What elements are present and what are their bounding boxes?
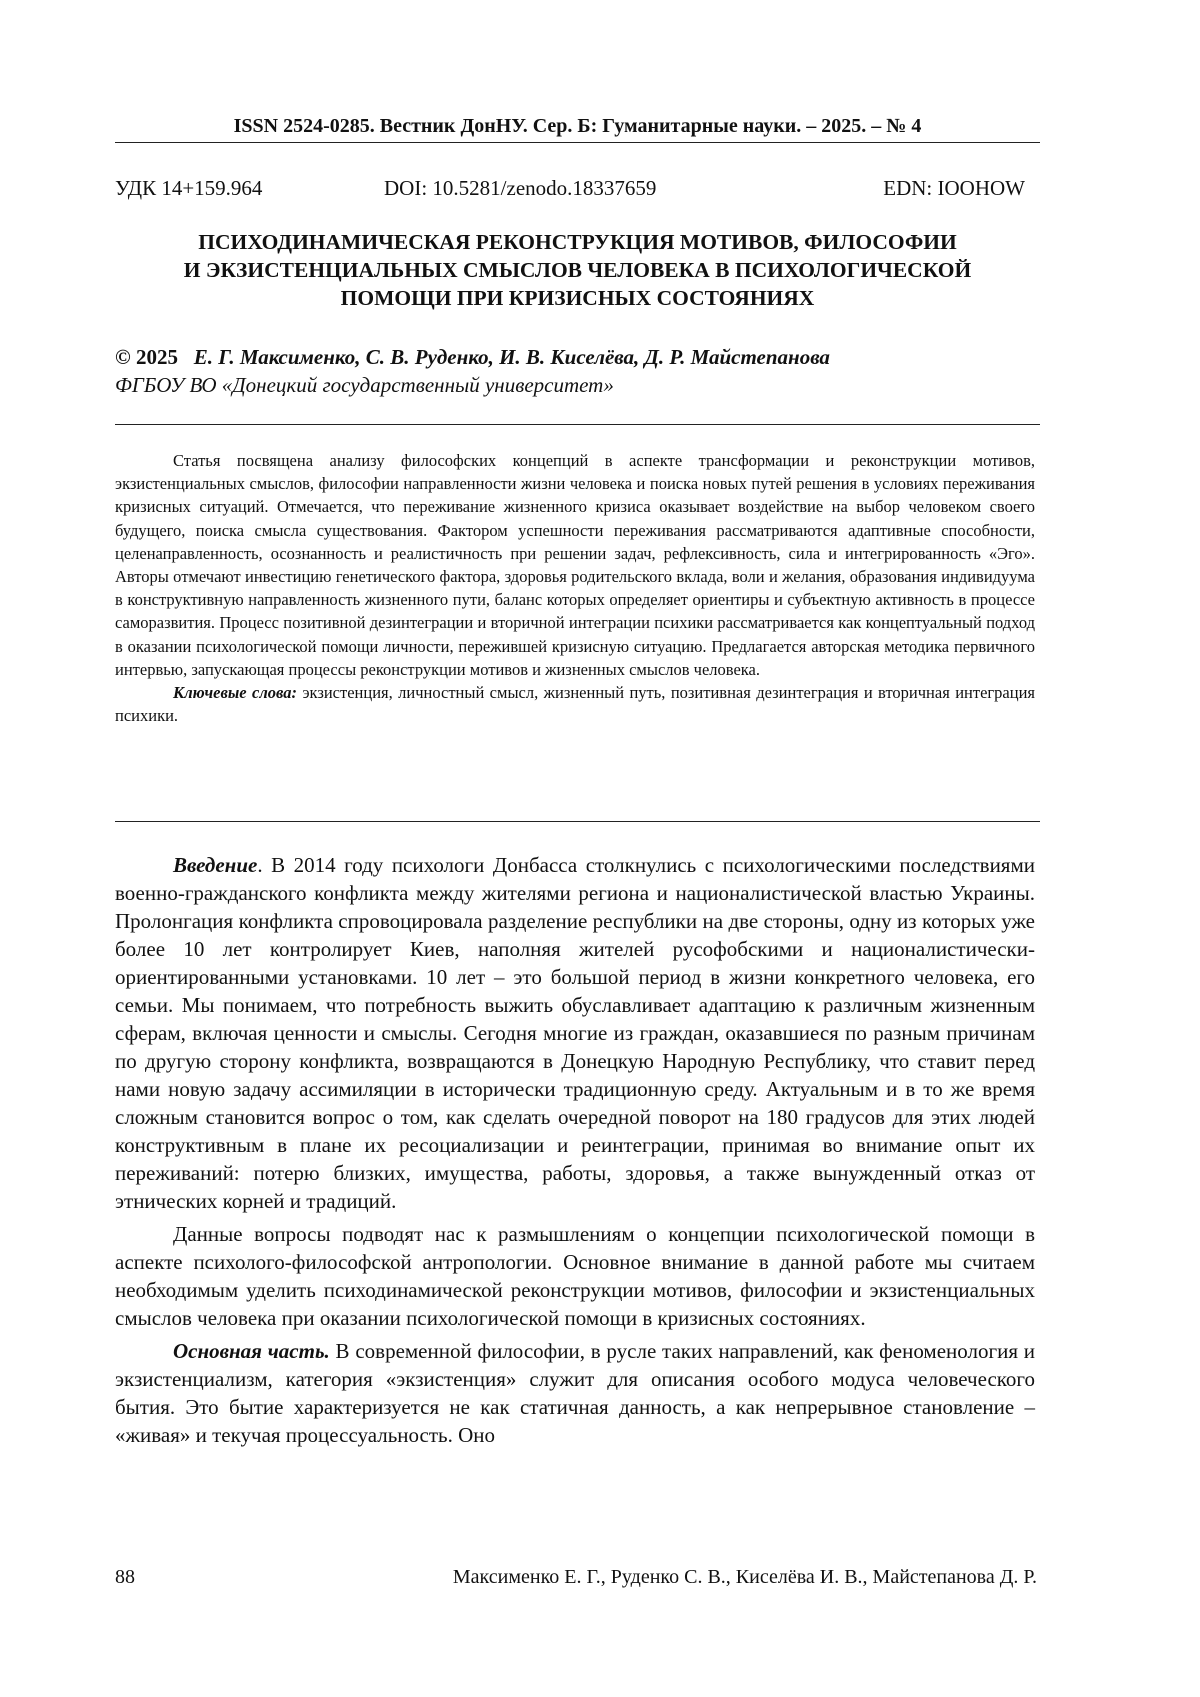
journal-header: ISSN 2524-0285. Вестник ДонНУ. Сер. Б: Гуманитарные науки. – 2025. – № 4 — [233, 115, 922, 137]
intro-paragraph — [115, 851, 1035, 1215]
footer-authors: Максименко Е. Г., Руденко С. В., Киселёва И. В., Майстепанова Д. Р. — [452, 1566, 1037, 1588]
page-number: 88 — [115, 1566, 135, 1588]
abstract-top-divider — [115, 424, 1040, 425]
abstract-text: Статья посвящена анализу философских концепций в аспекте трансформации и реконструкции мотивов, экзистенциальных смыслов, философии направленности жизни человека и поиска новых путей решения в условиях переживания кризисных ситуаций. Отмечается, что переживание жизненного кризиса оказывает воздействие на выбор человеком своего будущего, поиска смысла существования. Фактором успешности переживания рассматриваются адаптивные способности, целенаправленность, осознанность и реалистичность при решении задач, рефлексивность, сила и интегрированность «Эго». Авторы отмечают инвестицию генетического фактора, здоровья родительского вклада, воли и желания, образования индивидуума в конструктивную направленность жизненного пути, баланс которых определяет ориентиры и субъектную активность в процессе саморазвития. Процесс позитивной дезинтеграции и вторичной интеграции психики рассматривается как концептуальный подход в оказании психологической помощи личности, пережившей кризисную ситуацию. Предлагается авторская методика первичного интервью, запускающая процессы реконструкции мотивов и жизненных смыслов человека. — [115, 451, 1035, 679]
udc-code: УДК 14+159.964 — [115, 176, 263, 200]
intro-text: . В 2014 году психологи Донбасса столкнулись с психологическими последствиями военно-гражданского конфликта между жителями региона и националистической властью Украины. Пролонгация конфликта спровоцировала разделение республики на две стороны, одну из которых уже более 10 лет контролирует Киев, наполняя жителей русофобскими и националистически-ориентированными установками. 10 лет – это большой период в жизни конкретного человека, его семьи. Мы понимаем, что потребность выжить обуславливает адаптацию к различным жизненным сферам, включая ценности и смыслы. Сегодня многие из граждан, оказавшиеся по разным причинам по другую сторону конфликта, возвращаются в Донецкую Народную Республику, что ставит перед нами новую задачу ассимиляции в исторически традиционную среду. Актуальным и в то же время сложным становится вопрос о том, как сделать очередной поворот на 180 градусов для этих людей конструктивным в плане их ресоциализации и реинтеграции, принимая во внимание опыт их переживаний: потерю близких, имущества, работы, здоровья, а также вынужденный отказ от этнических корней и традиций. — [115, 853, 1035, 1213]
abstract — [115, 449, 1035, 727]
doi-link[interactable]: DOI: 10.5281/zenodo.18337659 — [384, 176, 657, 200]
body-paragraph: Данные вопросы подводят нас к размышлениям о концепции психологической помощи в аспекте психолого-философской антропологии. Основное внимание в данной работе мы считаем необходимым уделить психодинамической реконструкции мотивов, философии и экзистенциальных смыслов человека при оказании психологической помощи в кризисных состояниях. — [115, 1222, 1035, 1330]
main-text: В современной философии, в русле таких направлений, как феноменология и экзистенциализм, категория «экзистенция» служит для описания особого модуса человеческого бытия. Это бытие характеризуется не как статичная данность, а как непрерывное становление – «живая» и текучая процессуальность. Оно — [115, 1339, 1035, 1447]
title-line: И ЭКЗИСТЕНЦИАЛЬНЫХ СМЫСЛОВ ЧЕЛОВЕКА В ПСИХОЛОГИЧЕСКОЙ — [183, 258, 972, 282]
article-body — [115, 851, 1035, 1454]
author-names: Е. Г. Максименко, С. В. Руденко, И. В. Киселёва, Д. Р. Майстепанова — [193, 345, 830, 369]
main-paragraph — [115, 1337, 1035, 1449]
edn-code: EDN: IOOHOW — [883, 176, 1025, 200]
title-line: ПСИХОДИНАМИЧЕСКАЯ РЕКОНСТРУКЦИЯ МОТИВОВ, ФИЛОСОФИИ — [198, 230, 957, 254]
author-line — [115, 343, 830, 371]
intro-heading: Введение — [173, 853, 258, 877]
keywords-list: экзистенция, личностный смысл, жизненный путь, позитивная дезинтеграция и вторичная интеграция психики. — [115, 683, 1035, 726]
copyright-year: © 2025 — [115, 345, 178, 369]
abstract-bottom-divider — [115, 821, 1040, 822]
keywords — [115, 681, 1035, 727]
affiliation: ФГБОУ ВО «Донецкий государственный университет» — [115, 373, 614, 397]
title-line: ПОМОЩИ ПРИ КРИЗИСНЫХ СОСТОЯНИЯХ — [340, 286, 815, 310]
header-divider — [115, 142, 1040, 143]
keywords-label: Ключевые слова: — [173, 683, 298, 703]
main-heading: Основная часть. — [173, 1339, 330, 1363]
article-title — [115, 228, 1040, 312]
